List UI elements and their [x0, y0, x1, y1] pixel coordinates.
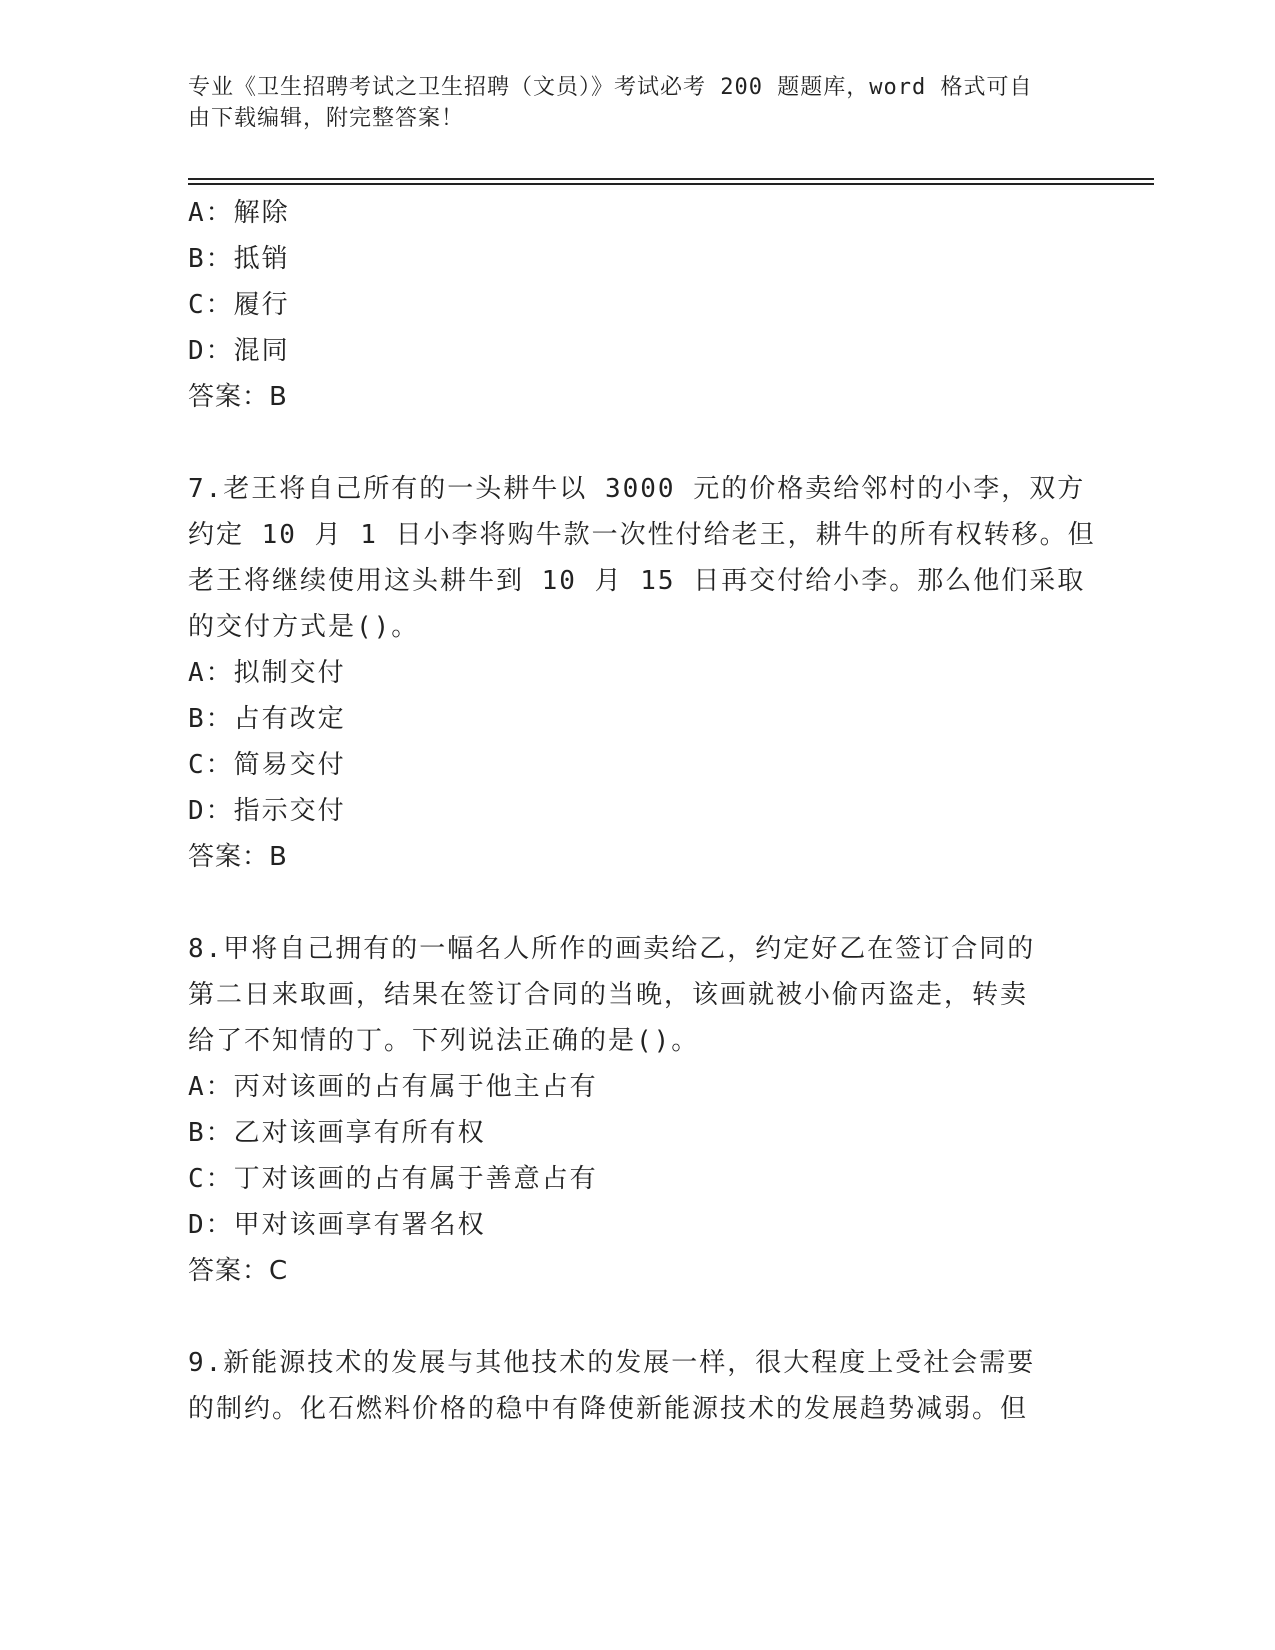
- header-rule-top: [188, 178, 1154, 180]
- option-c: C：丁对该画的占有属于善意占有: [188, 1164, 598, 1194]
- option-a: A：丙对该画的占有属于他主占有: [188, 1072, 598, 1102]
- option-b: B：乙对该画享有所有权: [188, 1118, 486, 1148]
- question-text-line: 9.新能源技术的发展与其他技术的发展一样，很大程度上受社会需要: [188, 1348, 1036, 1378]
- question-text-line: 的制约。化石燃料价格的稳中有降使新能源技术的发展趋势减弱。但: [188, 1394, 1029, 1424]
- question-9: [188, 1340, 1088, 1432]
- option-d: D：甲对该画享有署名权: [188, 1210, 486, 1240]
- question-text-line: 第二日来取画，结果在签订合同的当晚，该画就被小偷丙盗走，转卖: [188, 980, 1029, 1010]
- answer: 答案：C: [188, 1256, 289, 1286]
- option-d: D：指示交付: [188, 796, 346, 826]
- header-rule-bottom: [188, 183, 1154, 185]
- question-content: [188, 190, 1096, 1432]
- question-text-line: 给了不知情的丁。下列说法正确的是()。: [188, 1026, 700, 1056]
- question-6: [188, 190, 1088, 420]
- question-7: [188, 466, 1096, 880]
- header-line-1: 专业《卫生招聘考试之卫生招聘（文员）》考试必考 200 题题库，word 格式可自: [188, 75, 1033, 100]
- option-b: B：抵销: [188, 244, 290, 274]
- option-a: A：解除: [188, 198, 290, 228]
- spacer: [188, 420, 1088, 466]
- answer: 答案：B: [188, 842, 288, 872]
- question-8: [188, 926, 1088, 1294]
- header-line-2: 由下载编辑，附完整答案！: [188, 106, 465, 131]
- question-text-line: 7.老王将自己所有的一头耕牛以 3000 元的价格卖给邻村的小李，双方: [188, 474, 1086, 504]
- question-text-line: 8.甲将自己拥有的一幅名人所作的画卖给乙，约定好乙在签订合同的: [188, 934, 1036, 964]
- option-b: B：占有改定: [188, 704, 346, 734]
- answer: 答案：B: [188, 382, 288, 412]
- question-text-line: 老王将继续使用这头耕牛到 10 月 15 日再交付给小李。那么他们采取: [188, 566, 1086, 596]
- question-text-line: 的交付方式是()。: [188, 612, 420, 642]
- spacer: [188, 1294, 1088, 1340]
- question-text-line: 约定 10 月 1 日小李将购牛款一次性付给老王，耕牛的所有权转移。但: [188, 520, 1096, 550]
- option-c: C：简易交付: [188, 750, 346, 780]
- option-d: D：混同: [188, 336, 290, 366]
- document-header: [188, 72, 1068, 134]
- option-a: A：拟制交付: [188, 658, 346, 688]
- option-c: C：履行: [188, 290, 290, 320]
- spacer: [188, 880, 1088, 926]
